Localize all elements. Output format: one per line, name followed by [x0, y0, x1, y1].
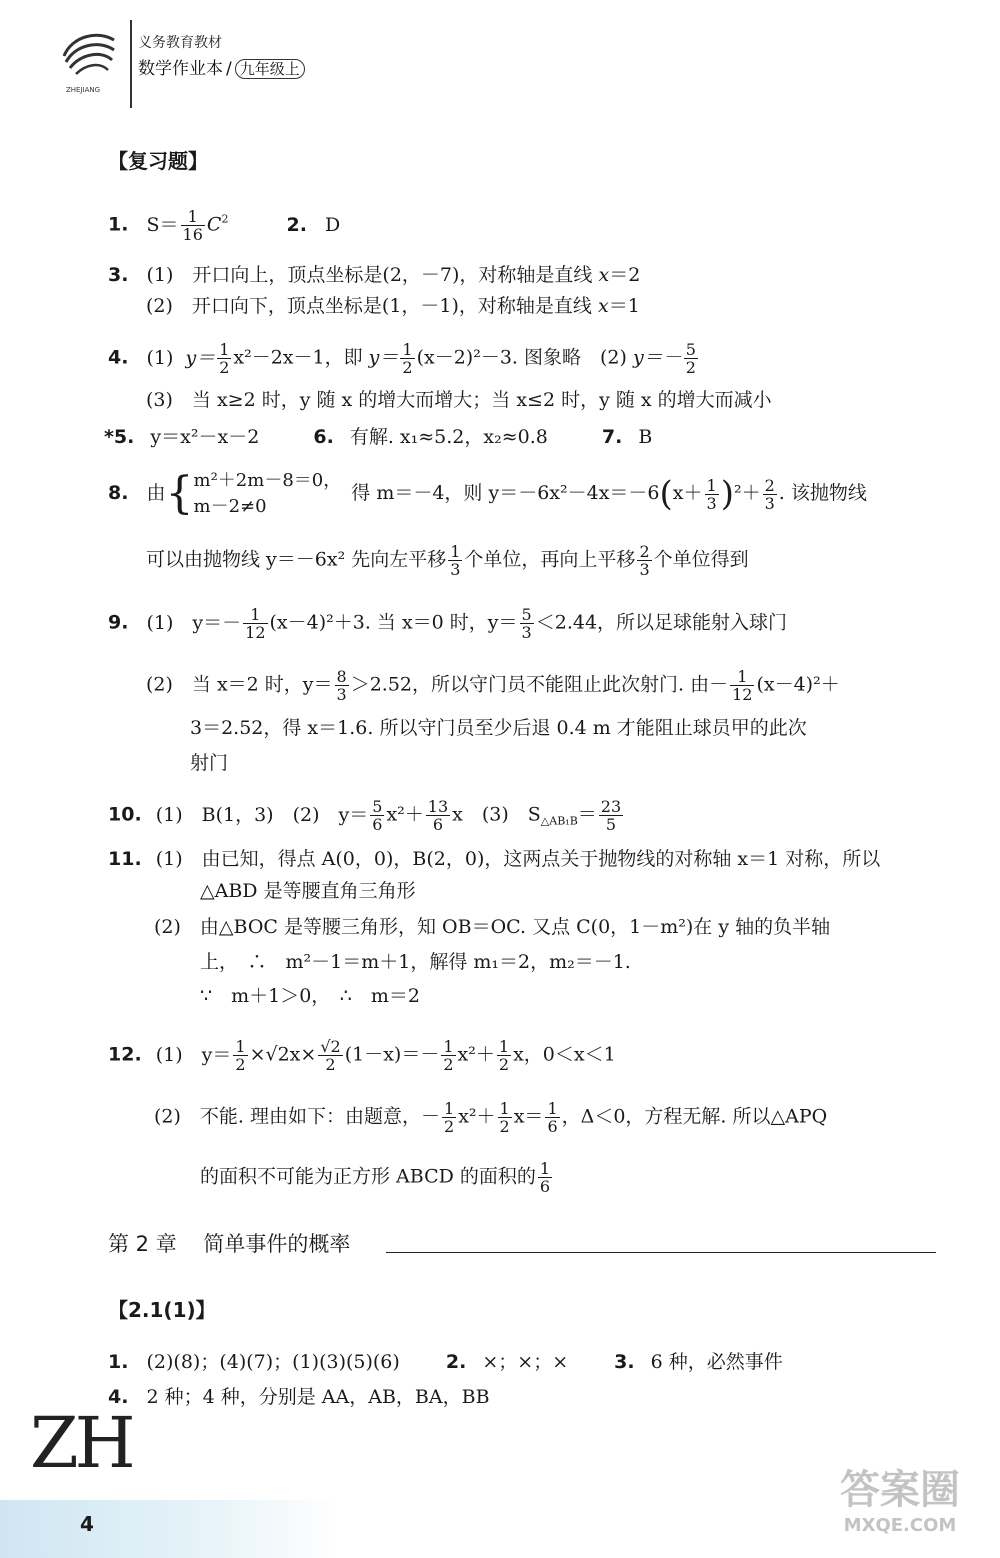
review-q11-3: (2) 由△BOC 是等腰三角形，知 OB＝OC. 又点 C(0，1－m²)在 y 轴的负半轴	[154, 916, 831, 938]
review-q11-2: △ABD 是等腰直角三角形	[200, 880, 416, 902]
review-q11-5: ∵ m＋1＞0， ∴ m＝2	[200, 985, 420, 1007]
header	[58, 20, 358, 110]
review-q9-4: 射门	[190, 752, 229, 774]
chapter-label: 第 2 章	[108, 1232, 177, 1256]
review-q9-3: 3＝2.52，得 x＝1.6. 所以守门员至少后退 0.4 m 才能阻止球员甲的此次	[190, 717, 807, 739]
review-q3-1: 3. (1) 开口向上，顶点坐标是(2，－7)，对称轴是直线 x＝2	[108, 264, 641, 286]
header-divider	[130, 20, 132, 108]
review-q10: 10. (1) B(1，3) (2) y＝ $\frac{5}{6}$ x²＋ $\frac{13}{6}$ x (3) $S_{\triangle AB_1B}=$ $\frac{23}{5}$	[108, 797, 622, 834]
footer-decoration	[0, 1500, 340, 1558]
watermark-text: 答案圈	[840, 1467, 960, 1513]
section-q4: 4. 2 种；4 种，分别是 AA，AB，BA，BB	[108, 1386, 490, 1408]
grade-label: 九年级上	[235, 59, 305, 79]
review-q5-q7: *5. y＝x²－x－2 6. 有解. x₁≈5.2，x₂≈0.8 7. B	[104, 426, 653, 448]
watermark-url: MXQE.COM	[843, 1515, 957, 1536]
review-q11-4: 上， ∴ m²－1＝m＋1，解得 m₁＝2，m₂＝－1.	[200, 951, 631, 973]
book-title: 数学作业本 / 九年级上	[138, 54, 305, 79]
footer-logo: ZH	[30, 1402, 132, 1484]
chapter-title: 简单事件的概率	[203, 1232, 351, 1256]
review-q9-1: 9. (1) y＝－ $\frac{1}{12}$ (x－4)²＋3. 当 x＝0 时，y＝ $\frac{5}{3}$ ＜2.44，所以足球能射入球门	[108, 605, 788, 642]
publisher-logo-icon	[58, 26, 120, 88]
review-q12-2: (2) 不能. 理由如下：由题意，－ $\frac{1}{2}$ x²＋ $\frac{1}{2}$ x＝ $\frac{1}{6}$ ，Δ＜0，方程无解. 所以△APQ	[154, 1099, 828, 1136]
series-name: 义务教育教材	[138, 35, 222, 51]
logo-caption: ZHEJIANG	[66, 86, 101, 94]
fraction: $\frac{1}{16}$	[182, 207, 203, 244]
chapter-rule	[386, 1252, 936, 1253]
review-q8-2: 可以由抛物线 y＝－6x² 先向左平移 $\frac{1}{3}$ 个单位，再向上平移 $\frac{2}{3}$ 个单位得到	[146, 542, 749, 579]
review-q11-1: 11. (1) 由已知，得点 A(0，0)，B(2，0)，这两点关于抛物线的对称轴 x＝1 对称，所以	[108, 848, 881, 870]
watermark	[820, 1458, 980, 1548]
page-number: 4	[80, 1512, 94, 1536]
chapter-heading	[108, 1232, 350, 1256]
section-heading: 【2.1(1)】	[108, 1298, 216, 1322]
review-q8-1: 8. 由{ m²＋2m－8＝0， m－2≠0 得 m＝－4，则 y＝－6x²－4x＝－6(x＋ $\frac{1}{3}$ )²＋ $\frac{2}{3}$ . 该抛物线	[108, 468, 867, 519]
review-heading: 【复习题】	[108, 149, 208, 173]
review-q12-1: 12. (1) y＝ $\frac{1}{2}$ ×√2x× $\frac{√2}{2}$ (1－x)＝－ $\frac{1}{2}$ x²＋ $\frac{1}{2}$ x，0＜x＜1	[108, 1037, 616, 1074]
review-q1: 1. S＝ $\frac{1}{16}$ $C^2$ 2. D	[108, 207, 341, 244]
review-q3-2: (2) 开口向下，顶点坐标是(1，－1)，对称轴是直线 x＝1	[146, 295, 640, 317]
review-q4-1: 4. (1) y＝ $\frac{1}{2}$ x²－2x－1，即 y＝ $\frac{1}{2}$ (x－2)²－3. 图象略 (2) y＝－ $\frac{5}{2}$	[108, 340, 696, 377]
review-q4-2: (3) 当 x≥2 时，y 随 x 的增大而增大；当 x≤2 时，y 随 x 的增大而减小	[146, 389, 772, 411]
section-q1-q3: 1. (2)(8)；(4)(7)；(1)(3)(5)(6) 2. ×；×；× 3. 6 种，必然事件	[108, 1351, 783, 1373]
review-q12-3: 的面积不可能为正方形 ABCD 的面积的 $\frac{1}{6}$	[200, 1159, 551, 1196]
review-q9-2: (2) 当 x＝2 时，y＝ $\frac{8}{3}$ ＞2.52，所以守门员不能阻止此次射门. 由－ $\frac{1}{12}$ (x－4)²＋	[146, 667, 840, 704]
